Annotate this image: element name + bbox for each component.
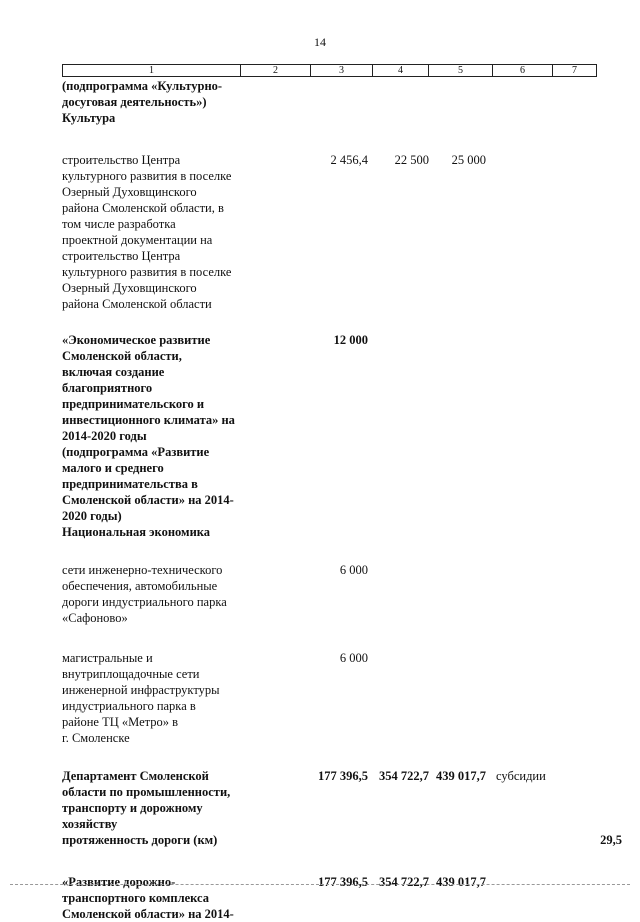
value-col5: 439 017,7	[436, 875, 486, 889]
table-row	[62, 152, 622, 312]
value-col6: субсидии	[496, 769, 546, 783]
value-col3: 6 000	[339, 651, 368, 665]
column-header-7: 7	[553, 65, 597, 77]
value-col3: 12 000	[333, 333, 368, 347]
column-header-6: 6	[493, 65, 553, 77]
column-header-3: 3	[311, 65, 373, 77]
column-header-2: 2	[241, 65, 311, 77]
value-col4: 22 500	[394, 153, 429, 167]
row-description: строительство Центра культурного развития в поселке Озерный Духовщинского района Смоленской области, в том числе разработка проектной документации на строительство Центра культурного развития в поселке Озерный Духовщинского района Смоленской области	[62, 153, 232, 311]
row-description: сети инженерно-технического обеспечения, автомобильные дороги индустриального парка «Сафоново»	[62, 563, 227, 625]
value-col4: 354 722,7	[379, 875, 429, 889]
column-header-4: 4	[373, 65, 429, 77]
value-col7: 29,5	[600, 833, 622, 847]
row-description: Департамент Смоленской области по промышленности, транспорту и дорожному хозяйству протяженность дороги (км)	[62, 769, 231, 847]
row-description: «Экономическое развитие Смоленской области, включая создание благоприятного предпринимательского и инвестиционного климата» на 2014-2020 годы (подпрограмма «Развитие малого и среднего предпринимательства в Смоленской области» на 2014- 2020 годы) Национальная экономика	[62, 333, 235, 539]
value-col4: 354 722,7	[379, 769, 429, 783]
scan-edge-line	[10, 884, 630, 885]
value-col5: 439 017,7	[436, 769, 486, 783]
table-body	[62, 78, 622, 922]
table-row	[62, 650, 622, 746]
page-number: 14	[314, 35, 326, 49]
row-description: «Развитие дорожно- транспортного комплекса Смоленской области» на 2014-	[62, 875, 234, 921]
value-col3: 6 000	[339, 563, 368, 577]
column-header-5: 5	[429, 65, 493, 77]
value-col3: 177 396,5	[318, 875, 368, 889]
table-row	[62, 874, 622, 922]
row-description: (подпрограмма «Культурно- досуговая деятельность») Культура	[62, 79, 223, 125]
row-description: магистральные и внутриплощадочные сети инженерной инфраструктуры индустриального парка в районе ТЦ «Метро» в г. Смоленске	[62, 651, 220, 745]
column-header-row	[62, 64, 597, 77]
table-row	[62, 78, 622, 126]
table-row	[62, 562, 622, 626]
value-col5: 25 000	[451, 153, 486, 167]
value-col3: 177 396,5	[318, 769, 368, 783]
value-col3: 2 456,4	[330, 153, 368, 167]
table-row	[62, 768, 622, 848]
table-row	[62, 332, 622, 540]
column-header-1: 1	[63, 65, 241, 77]
